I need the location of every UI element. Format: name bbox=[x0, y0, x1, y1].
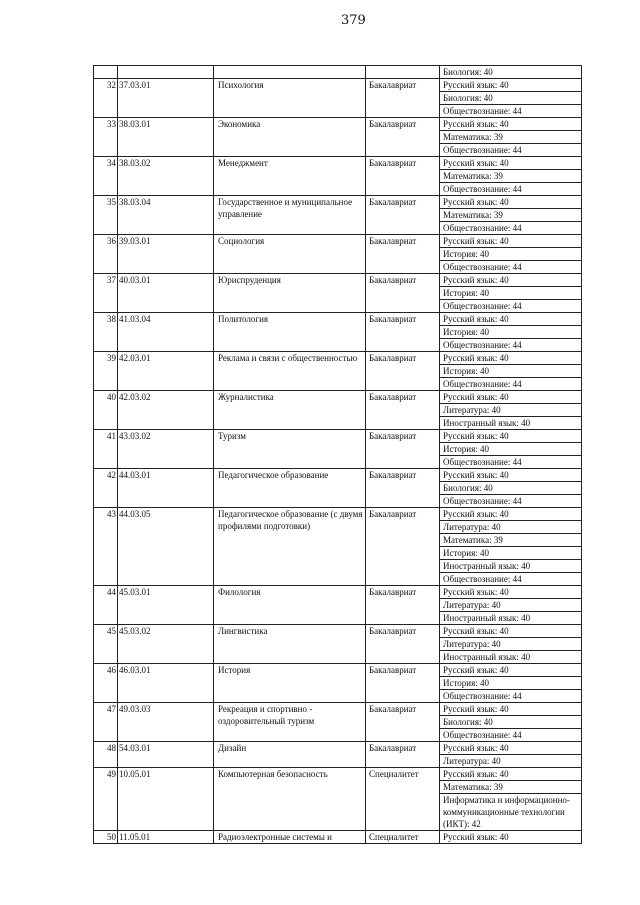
row-number-cell: 38 bbox=[94, 313, 118, 352]
subject-score-cell: Русский язык: 40 bbox=[440, 831, 582, 844]
subject-score-cell: Обществознание: 44 bbox=[440, 105, 582, 118]
row-number-cell: 48 bbox=[94, 742, 118, 768]
subject-score-cell: Литература: 40 bbox=[440, 404, 582, 417]
table-row bbox=[94, 508, 582, 521]
degree-level-cell: Бакалавриат bbox=[366, 157, 440, 196]
degree-level-cell: Бакалавриат bbox=[366, 742, 440, 768]
degree-level-cell: Специалитет bbox=[366, 768, 440, 831]
row-number-cell: 42 bbox=[94, 469, 118, 508]
degree-level-cell: Бакалавриат bbox=[366, 703, 440, 742]
table-row bbox=[94, 469, 582, 482]
subject-score-cell: Русский язык: 40 bbox=[440, 703, 582, 716]
row-number-cell: 34 bbox=[94, 157, 118, 196]
subject-score-cell: Литература: 40 bbox=[440, 755, 582, 768]
program-code-cell: 42.03.02 bbox=[118, 391, 214, 430]
table-row bbox=[94, 391, 582, 404]
degree-level-cell: Бакалавриат bbox=[366, 196, 440, 235]
table-row bbox=[94, 196, 582, 209]
table-row bbox=[94, 742, 582, 755]
subject-score-cell: Русский язык: 40 bbox=[440, 196, 582, 209]
subject-score-cell: Русский язык: 40 bbox=[440, 274, 582, 287]
subject-score-cell: Русский язык: 40 bbox=[440, 664, 582, 677]
program-code-cell: 45.03.02 bbox=[118, 625, 214, 664]
subject-score-cell: Обществознание: 44 bbox=[440, 183, 582, 196]
subject-score-cell: Биология: 40 bbox=[440, 66, 582, 79]
program-code-cell: 10.05.01 bbox=[118, 768, 214, 831]
table-row bbox=[94, 235, 582, 248]
subject-score-cell: Иностранный язык: 40 bbox=[440, 560, 582, 573]
program-code-cell: 38.03.01 bbox=[118, 118, 214, 157]
subject-score-cell: Русский язык: 40 bbox=[440, 742, 582, 755]
subject-score-cell: Обществознание: 44 bbox=[440, 222, 582, 235]
program-code-cell: 42.03.01 bbox=[118, 352, 214, 391]
program-name-cell: Журналистика bbox=[214, 391, 366, 430]
subject-score-cell: Обществознание: 44 bbox=[440, 495, 582, 508]
row-number-cell: 49 bbox=[94, 768, 118, 831]
table-row bbox=[94, 586, 582, 599]
degree-level-cell: Бакалавриат bbox=[366, 79, 440, 118]
table-row bbox=[94, 703, 582, 716]
subject-score-cell: Русский язык: 40 bbox=[440, 118, 582, 131]
subject-score-cell: Обществознание: 44 bbox=[440, 573, 582, 586]
program-name-cell: Компьютерная безопасность bbox=[214, 768, 366, 831]
program-name-cell: Реклама и связи с общественностью bbox=[214, 352, 366, 391]
program-name-cell: Педагогическое образование (с двумя профилями подготовки) bbox=[214, 508, 366, 586]
degree-level-cell: Бакалавриат bbox=[366, 625, 440, 664]
row-number-cell: 36 bbox=[94, 235, 118, 274]
program-code-cell: 40.03.01 bbox=[118, 274, 214, 313]
program-name-cell: Психология bbox=[214, 79, 366, 118]
degree-level-cell bbox=[366, 66, 440, 79]
table-row bbox=[94, 625, 582, 638]
subject-score-cell: Русский язык: 40 bbox=[440, 586, 582, 599]
subject-score-cell: Биология: 40 bbox=[440, 482, 582, 495]
subject-score-cell: Обществознание: 44 bbox=[440, 690, 582, 703]
degree-level-cell: Бакалавриат bbox=[366, 118, 440, 157]
row-number-cell: 35 bbox=[94, 196, 118, 235]
subject-score-cell: Русский язык: 40 bbox=[440, 469, 582, 482]
subject-score-cell: Литература: 40 bbox=[440, 521, 582, 534]
table-body bbox=[94, 66, 582, 844]
program-code-cell: 45.03.01 bbox=[118, 586, 214, 625]
subject-score-cell: Русский язык: 40 bbox=[440, 430, 582, 443]
row-number-cell: 41 bbox=[94, 430, 118, 469]
row-number-cell: 50 bbox=[94, 831, 118, 844]
subject-score-cell: История: 40 bbox=[440, 287, 582, 300]
subject-score-cell: Обществознание: 44 bbox=[440, 261, 582, 274]
subject-score-cell: Обществознание: 44 bbox=[440, 339, 582, 352]
program-code-cell: 54.03.01 bbox=[118, 742, 214, 768]
program-code-cell: 37.03.01 bbox=[118, 79, 214, 118]
program-code-cell: 41.03.04 bbox=[118, 313, 214, 352]
table-row bbox=[94, 274, 582, 287]
degree-level-cell: Бакалавриат bbox=[366, 469, 440, 508]
program-name-cell: Рекреация и спортивно - оздоровительный туризм bbox=[214, 703, 366, 742]
subject-score-cell: История: 40 bbox=[440, 443, 582, 456]
subject-score-cell: Обществознание: 44 bbox=[440, 378, 582, 391]
subject-score-cell: История: 40 bbox=[440, 248, 582, 261]
degree-level-cell: Бакалавриат bbox=[366, 352, 440, 391]
program-name-cell: Политология bbox=[214, 313, 366, 352]
program-name-cell: Социология bbox=[214, 235, 366, 274]
subject-score-cell: Информатика и информационно-коммуникационные технологии (ИКТ): 42 bbox=[440, 794, 582, 831]
program-name-cell: Менеджмент bbox=[214, 157, 366, 196]
degree-level-cell: Специалитет bbox=[366, 831, 440, 844]
degree-level-cell: Бакалавриат bbox=[366, 586, 440, 625]
degree-level-cell: Бакалавриат bbox=[366, 508, 440, 586]
subject-score-cell: История: 40 bbox=[440, 547, 582, 560]
subject-score-cell: Биология: 40 bbox=[440, 92, 582, 105]
program-name-cell: Лингвистика bbox=[214, 625, 366, 664]
program-name-cell: Экономика bbox=[214, 118, 366, 157]
degree-level-cell: Бакалавриат bbox=[366, 664, 440, 703]
program-name-cell: Филология bbox=[214, 586, 366, 625]
program-code-cell: 49.03.03 bbox=[118, 703, 214, 742]
table-row bbox=[94, 352, 582, 365]
program-code-cell: 38.03.04 bbox=[118, 196, 214, 235]
table-row bbox=[94, 768, 582, 781]
subject-score-cell: Обществознание: 44 bbox=[440, 456, 582, 469]
subject-score-cell: Русский язык: 40 bbox=[440, 768, 582, 781]
subject-score-cell: Русский язык: 40 bbox=[440, 79, 582, 92]
table-row bbox=[94, 79, 582, 92]
program-code-cell: 44.03.05 bbox=[118, 508, 214, 586]
subject-score-cell: История: 40 bbox=[440, 365, 582, 378]
subject-score-cell: Математика: 39 bbox=[440, 170, 582, 183]
table-row bbox=[94, 831, 582, 844]
subject-score-cell: История: 40 bbox=[440, 326, 582, 339]
subject-score-cell: Иностранный язык: 40 bbox=[440, 612, 582, 625]
row-number-cell: 40 bbox=[94, 391, 118, 430]
table-row bbox=[94, 118, 582, 131]
subject-score-cell: Русский язык: 40 bbox=[440, 508, 582, 521]
subject-score-cell: Иностранный язык: 40 bbox=[440, 417, 582, 430]
subject-score-cell: Русский язык: 40 bbox=[440, 391, 582, 404]
program-name-cell: Дизайн bbox=[214, 742, 366, 768]
table-row bbox=[94, 66, 582, 79]
table-row bbox=[94, 313, 582, 326]
subject-score-cell: Математика: 39 bbox=[440, 209, 582, 222]
row-number-cell: 32 bbox=[94, 79, 118, 118]
program-name-cell: Педагогическое образование bbox=[214, 469, 366, 508]
degree-level-cell: Бакалавриат bbox=[366, 391, 440, 430]
degree-level-cell: Бакалавриат bbox=[366, 430, 440, 469]
subject-score-cell: Биология: 40 bbox=[440, 716, 582, 729]
subject-score-cell: Обществознание: 44 bbox=[440, 144, 582, 157]
program-code-cell: 11.05.01 bbox=[118, 831, 214, 844]
subject-score-cell: Русский язык: 40 bbox=[440, 235, 582, 248]
program-name-cell: История bbox=[214, 664, 366, 703]
program-name-cell: Юриспруденция bbox=[214, 274, 366, 313]
row-number-cell: 33 bbox=[94, 118, 118, 157]
subject-score-cell: Русский язык: 40 bbox=[440, 157, 582, 170]
row-number-cell: 39 bbox=[94, 352, 118, 391]
subject-score-cell: Русский язык: 40 bbox=[440, 625, 582, 638]
subject-score-cell: Русский язык: 40 bbox=[440, 313, 582, 326]
subject-score-cell: Обществознание: 44 bbox=[440, 729, 582, 742]
subject-score-cell: Русский язык: 40 bbox=[440, 352, 582, 365]
page-number: 379 bbox=[341, 13, 366, 28]
subject-score-cell: Математика: 39 bbox=[440, 534, 582, 547]
degree-level-cell: Бакалавриат bbox=[366, 235, 440, 274]
program-code-cell bbox=[118, 66, 214, 79]
subject-score-cell: Литература: 40 bbox=[440, 638, 582, 651]
table-row bbox=[94, 430, 582, 443]
program-code-cell: 43.03.02 bbox=[118, 430, 214, 469]
subject-score-cell: Литература: 40 bbox=[440, 599, 582, 612]
degree-level-cell: Бакалавриат bbox=[366, 313, 440, 352]
subject-score-cell: Обществознание: 44 bbox=[440, 300, 582, 313]
table-row bbox=[94, 157, 582, 170]
row-number-cell: 44 bbox=[94, 586, 118, 625]
program-name-cell bbox=[214, 66, 366, 79]
row-number-cell: 46 bbox=[94, 664, 118, 703]
row-number-cell: 45 bbox=[94, 625, 118, 664]
row-number-cell bbox=[94, 66, 118, 79]
program-code-cell: 44.03.01 bbox=[118, 469, 214, 508]
program-code-cell: 39.03.01 bbox=[118, 235, 214, 274]
table-row bbox=[94, 664, 582, 677]
row-number-cell: 37 bbox=[94, 274, 118, 313]
admission-requirements-table bbox=[93, 65, 582, 844]
program-name-cell: Государственное и муниципальное управление bbox=[214, 196, 366, 235]
program-code-cell: 38.03.02 bbox=[118, 157, 214, 196]
row-number-cell: 43 bbox=[94, 508, 118, 586]
program-name-cell: Туризм bbox=[214, 430, 366, 469]
subject-score-cell: Иностранный язык: 40 bbox=[440, 651, 582, 664]
program-name-cell: Радиоэлектронные системы и bbox=[214, 831, 366, 844]
subject-score-cell: Математика: 39 bbox=[440, 781, 582, 794]
subject-score-cell: Математика: 39 bbox=[440, 131, 582, 144]
program-code-cell: 46.03.01 bbox=[118, 664, 214, 703]
row-number-cell: 47 bbox=[94, 703, 118, 742]
subject-score-cell: История: 40 bbox=[440, 677, 582, 690]
degree-level-cell: Бакалавриат bbox=[366, 274, 440, 313]
